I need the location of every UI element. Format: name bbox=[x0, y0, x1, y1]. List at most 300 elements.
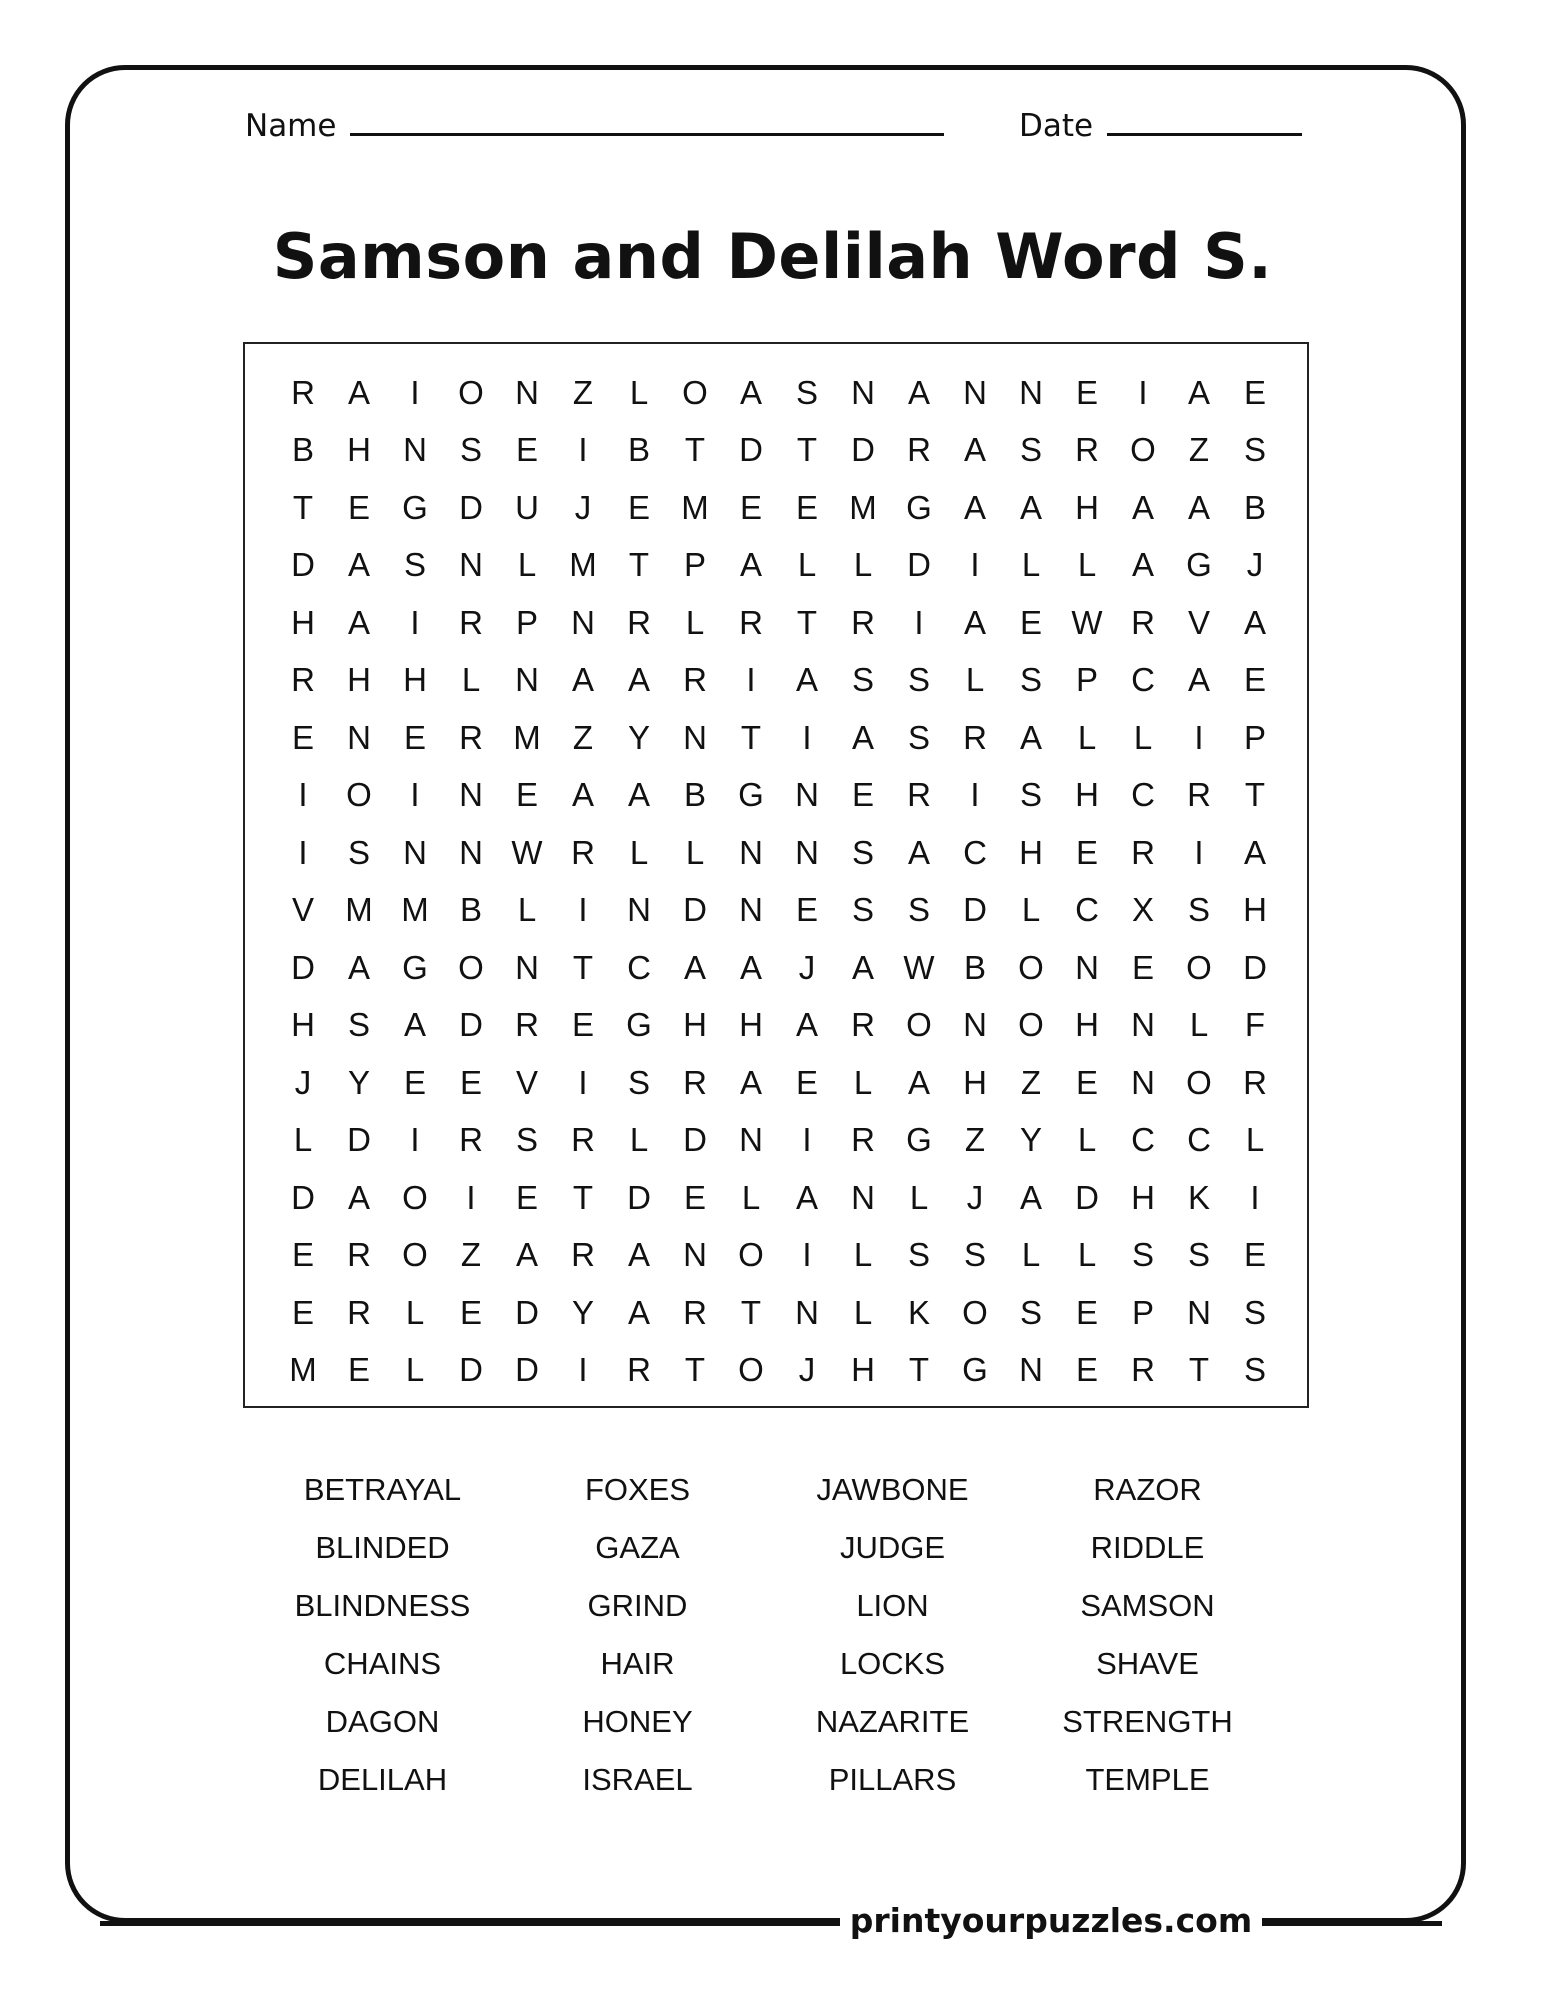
grid-cell[interactable]: K bbox=[907, 1293, 930, 1331]
grid-cell[interactable]: D bbox=[683, 1121, 707, 1159]
grid-cell[interactable]: E bbox=[291, 1293, 314, 1331]
grid-cell[interactable]: A bbox=[1019, 1178, 1042, 1216]
grid-cell[interactable]: R bbox=[571, 1121, 595, 1159]
grid-cell[interactable]: L bbox=[1245, 1121, 1265, 1159]
grid-cell[interactable]: A bbox=[347, 373, 370, 411]
grid-cell[interactable]: J bbox=[798, 948, 816, 986]
grid-cell[interactable]: D bbox=[1075, 1178, 1099, 1216]
grid-cell[interactable]: L bbox=[1021, 891, 1041, 929]
grid-cell[interactable]: N bbox=[739, 1121, 763, 1159]
grid-cell[interactable]: L bbox=[853, 546, 873, 584]
grid-cell[interactable]: H bbox=[1075, 776, 1099, 814]
grid-cell[interactable]: N bbox=[347, 718, 371, 756]
grid-cell[interactable]: M bbox=[849, 488, 877, 526]
grid-cell[interactable]: G bbox=[906, 1121, 932, 1159]
grid-cell[interactable]: F bbox=[1244, 1006, 1266, 1044]
grid-cell[interactable]: L bbox=[853, 1293, 873, 1331]
grid-cell[interactable]: A bbox=[1187, 488, 1210, 526]
grid-cell[interactable]: I bbox=[578, 891, 588, 929]
grid-cell[interactable]: I bbox=[1138, 373, 1148, 411]
grid-cell[interactable]: T bbox=[1188, 1351, 1210, 1389]
grid-cell[interactable]: R bbox=[683, 1063, 707, 1101]
grid-cell[interactable]: A bbox=[1187, 661, 1210, 699]
grid-cell[interactable]: R bbox=[291, 661, 315, 699]
grid-cell[interactable]: E bbox=[1075, 1063, 1098, 1101]
grid-cell[interactable]: A bbox=[1131, 546, 1154, 584]
grid-cell[interactable]: N bbox=[1131, 1063, 1155, 1101]
grid-cell[interactable]: M bbox=[401, 891, 429, 929]
grid-cell[interactable]: E bbox=[851, 776, 874, 814]
grid-cell[interactable]: D bbox=[459, 1006, 483, 1044]
grid-cell[interactable]: D bbox=[627, 1178, 651, 1216]
grid-cell[interactable]: O bbox=[458, 373, 484, 411]
grid-cell[interactable]: H bbox=[739, 1006, 763, 1044]
grid-cell[interactable]: I bbox=[802, 1121, 812, 1159]
grid-cell[interactable]: P bbox=[1075, 661, 1098, 699]
grid-cell[interactable]: A bbox=[907, 833, 930, 871]
grid-cell[interactable]: A bbox=[1187, 373, 1210, 411]
grid-cell[interactable]: R bbox=[907, 431, 931, 469]
grid-cell[interactable]: E bbox=[347, 1351, 370, 1389]
grid-cell[interactable]: L bbox=[853, 1236, 873, 1274]
grid-cell[interactable]: S bbox=[1131, 1236, 1154, 1274]
grid-cell[interactable]: B bbox=[459, 891, 482, 929]
grid-cell[interactable]: J bbox=[574, 488, 592, 526]
grid-cell[interactable]: H bbox=[291, 1006, 315, 1044]
grid-cell[interactable]: O bbox=[1018, 948, 1044, 986]
grid-cell[interactable]: R bbox=[907, 776, 931, 814]
grid-cell[interactable]: N bbox=[571, 603, 595, 641]
grid-cell[interactable]: O bbox=[458, 948, 484, 986]
grid-cell[interactable]: I bbox=[410, 1121, 420, 1159]
grid-cell[interactable]: N bbox=[1019, 373, 1043, 411]
grid-cell[interactable]: I bbox=[802, 718, 812, 756]
grid-cell[interactable]: S bbox=[907, 891, 930, 929]
grid-cell[interactable]: S bbox=[627, 1063, 650, 1101]
grid-cell[interactable]: N bbox=[795, 833, 819, 871]
grid-cell[interactable]: D bbox=[739, 431, 763, 469]
grid-cell[interactable]: N bbox=[1075, 948, 1099, 986]
grid-cell[interactable]: A bbox=[403, 1006, 426, 1044]
grid-cell[interactable]: S bbox=[1187, 1236, 1210, 1274]
grid-cell[interactable]: N bbox=[459, 776, 483, 814]
grid-cell[interactable]: G bbox=[626, 1006, 652, 1044]
grid-cell[interactable]: E bbox=[459, 1293, 482, 1331]
grid-cell[interactable]: E bbox=[515, 1178, 538, 1216]
grid-cell[interactable]: Z bbox=[460, 1236, 482, 1274]
grid-cell[interactable]: G bbox=[962, 1351, 988, 1389]
grid-cell[interactable]: E bbox=[347, 488, 370, 526]
grid-cell[interactable]: B bbox=[1243, 488, 1266, 526]
grid-cell[interactable]: S bbox=[851, 891, 874, 929]
grid-cell[interactable]: O bbox=[906, 1006, 932, 1044]
grid-cell[interactable]: A bbox=[627, 1293, 650, 1331]
grid-cell[interactable]: T bbox=[740, 718, 762, 756]
grid-cell[interactable]: R bbox=[1131, 833, 1155, 871]
grid-cell[interactable]: Y bbox=[627, 718, 650, 756]
grid-cell[interactable]: R bbox=[963, 718, 987, 756]
grid-cell[interactable]: R bbox=[851, 1121, 875, 1159]
grid-cell[interactable]: D bbox=[347, 1121, 371, 1159]
grid-cell[interactable]: U bbox=[515, 488, 539, 526]
grid-cell[interactable]: G bbox=[738, 776, 764, 814]
grid-cell[interactable]: E bbox=[1243, 661, 1266, 699]
grid-cell[interactable]: R bbox=[459, 718, 483, 756]
grid-cell[interactable]: R bbox=[1243, 1063, 1267, 1101]
grid-cell[interactable]: R bbox=[851, 603, 875, 641]
grid-cell[interactable]: S bbox=[851, 833, 874, 871]
grid-cell[interactable]: L bbox=[1077, 718, 1097, 756]
grid-cell[interactable]: A bbox=[1131, 488, 1154, 526]
grid-cell[interactable]: S bbox=[347, 1006, 370, 1044]
grid-cell[interactable]: G bbox=[402, 948, 428, 986]
grid-cell[interactable]: D bbox=[291, 948, 315, 986]
grid-cell[interactable]: H bbox=[1075, 488, 1099, 526]
grid-cell[interactable]: I bbox=[970, 776, 980, 814]
grid-cell[interactable]: L bbox=[629, 833, 649, 871]
grid-cell[interactable]: P bbox=[683, 546, 706, 584]
grid-cell[interactable]: R bbox=[347, 1293, 371, 1331]
grid-cell[interactable]: A bbox=[795, 661, 818, 699]
grid-cell[interactable]: S bbox=[907, 1236, 930, 1274]
grid-cell[interactable]: R bbox=[459, 1121, 483, 1159]
grid-cell[interactable]: Z bbox=[572, 373, 594, 411]
grid-cell[interactable]: A bbox=[571, 661, 594, 699]
grid-cell[interactable]: S bbox=[1019, 776, 1042, 814]
grid-cell[interactable]: L bbox=[517, 546, 537, 584]
grid-cell[interactable]: N bbox=[515, 948, 539, 986]
grid-cell[interactable]: I bbox=[1194, 718, 1204, 756]
grid-cell[interactable]: S bbox=[459, 431, 482, 469]
grid-cell[interactable]: L bbox=[1021, 1236, 1041, 1274]
grid-cell[interactable]: L bbox=[1133, 718, 1153, 756]
grid-cell[interactable]: M bbox=[681, 488, 709, 526]
grid-cell[interactable]: N bbox=[963, 373, 987, 411]
grid-cell[interactable]: S bbox=[403, 546, 426, 584]
grid-cell[interactable]: D bbox=[1243, 948, 1267, 986]
grid-cell[interactable]: E bbox=[515, 776, 538, 814]
grid-cell[interactable]: R bbox=[459, 603, 483, 641]
grid-cell[interactable]: W bbox=[1071, 603, 1103, 641]
grid-cell[interactable]: D bbox=[515, 1351, 539, 1389]
grid-cell[interactable]: Y bbox=[1019, 1121, 1042, 1159]
grid-cell[interactable]: E bbox=[291, 718, 314, 756]
grid-cell[interactable]: E bbox=[459, 1063, 482, 1101]
grid-cell[interactable]: A bbox=[627, 1236, 650, 1274]
grid-cell[interactable]: L bbox=[629, 373, 649, 411]
grid-cell[interactable]: S bbox=[347, 833, 370, 871]
grid-cell[interactable]: E bbox=[683, 1178, 706, 1216]
grid-cell[interactable]: T bbox=[684, 431, 706, 469]
grid-cell[interactable]: S bbox=[795, 373, 818, 411]
grid-cell[interactable]: A bbox=[851, 948, 874, 986]
grid-cell[interactable]: O bbox=[1186, 1063, 1212, 1101]
grid-cell[interactable]: Z bbox=[964, 1121, 986, 1159]
grid-cell[interactable]: C bbox=[1075, 891, 1099, 929]
grid-cell[interactable]: N bbox=[683, 718, 707, 756]
grid-cell[interactable]: D bbox=[683, 891, 707, 929]
grid-cell[interactable]: M bbox=[569, 546, 597, 584]
grid-cell[interactable]: X bbox=[1131, 891, 1154, 929]
grid-cell[interactable]: M bbox=[513, 718, 541, 756]
grid-cell[interactable]: A bbox=[1019, 488, 1042, 526]
grid-cell[interactable]: T bbox=[908, 1351, 930, 1389]
grid-cell[interactable]: A bbox=[627, 776, 650, 814]
grid-cell[interactable]: E bbox=[795, 488, 818, 526]
grid-cell[interactable]: M bbox=[345, 891, 373, 929]
grid-cell[interactable]: N bbox=[1187, 1293, 1211, 1331]
grid-cell[interactable]: L bbox=[1021, 546, 1041, 584]
grid-cell[interactable]: R bbox=[1131, 603, 1155, 641]
grid-cell[interactable]: A bbox=[347, 1178, 370, 1216]
grid-cell[interactable]: A bbox=[571, 776, 594, 814]
grid-cell[interactable]: S bbox=[1243, 1293, 1266, 1331]
grid-cell[interactable]: A bbox=[1243, 603, 1266, 641]
grid-cell[interactable]: P bbox=[515, 603, 538, 641]
grid-cell[interactable]: C bbox=[1131, 776, 1155, 814]
grid-cell[interactable]: O bbox=[402, 1178, 428, 1216]
grid-cell[interactable]: E bbox=[1075, 833, 1098, 871]
grid-cell[interactable]: A bbox=[739, 1063, 762, 1101]
grid-cell[interactable]: A bbox=[739, 373, 762, 411]
grid-cell[interactable]: I bbox=[1250, 1178, 1260, 1216]
grid-cell[interactable]: Z bbox=[572, 718, 594, 756]
grid-cell[interactable]: O bbox=[738, 1236, 764, 1274]
grid-cell[interactable]: D bbox=[459, 488, 483, 526]
grid-cell[interactable]: R bbox=[347, 1236, 371, 1274]
grid-cell[interactable]: S bbox=[515, 1121, 538, 1159]
grid-cell[interactable]: B bbox=[683, 776, 706, 814]
grid-cell[interactable]: S bbox=[851, 661, 874, 699]
grid-cell[interactable]: B bbox=[963, 948, 986, 986]
grid-cell[interactable]: W bbox=[903, 948, 935, 986]
grid-cell[interactable]: V bbox=[291, 891, 314, 929]
grid-cell[interactable]: I bbox=[410, 776, 420, 814]
grid-cell[interactable]: H bbox=[403, 661, 427, 699]
grid-cell[interactable]: R bbox=[739, 603, 763, 641]
grid-cell[interactable]: S bbox=[1019, 431, 1042, 469]
grid-cell[interactable]: D bbox=[291, 546, 315, 584]
grid-cell[interactable]: A bbox=[963, 488, 986, 526]
grid-cell[interactable]: G bbox=[1186, 546, 1212, 584]
grid-cell[interactable]: J bbox=[1246, 546, 1264, 584]
grid-cell[interactable]: T bbox=[572, 948, 594, 986]
grid-cell[interactable]: L bbox=[741, 1178, 761, 1216]
grid-cell[interactable]: N bbox=[851, 373, 875, 411]
grid-cell[interactable]: R bbox=[627, 1351, 651, 1389]
grid-cell[interactable]: A bbox=[851, 718, 874, 756]
grid-cell[interactable]: N bbox=[683, 1236, 707, 1274]
grid-cell[interactable]: N bbox=[795, 776, 819, 814]
grid-cell[interactable]: S bbox=[907, 718, 930, 756]
grid-cell[interactable]: L bbox=[1189, 1006, 1209, 1044]
grid-cell[interactable]: Z bbox=[1188, 431, 1210, 469]
grid-cell[interactable]: A bbox=[907, 373, 930, 411]
grid-cell[interactable]: E bbox=[403, 1063, 426, 1101]
grid-cell[interactable]: A bbox=[1019, 718, 1042, 756]
grid-cell[interactable]: E bbox=[795, 891, 818, 929]
grid-cell[interactable]: L bbox=[629, 1121, 649, 1159]
grid-cell[interactable]: B bbox=[291, 431, 314, 469]
grid-cell[interactable]: R bbox=[1131, 1351, 1155, 1389]
grid-cell[interactable]: R bbox=[683, 1293, 707, 1331]
grid-cell[interactable]: I bbox=[970, 546, 980, 584]
grid-cell[interactable]: H bbox=[1019, 833, 1043, 871]
grid-cell[interactable]: J bbox=[798, 1351, 816, 1389]
grid-cell[interactable]: C bbox=[963, 833, 987, 871]
grid-cell[interactable]: H bbox=[851, 1351, 875, 1389]
grid-cell[interactable]: I bbox=[1194, 833, 1204, 871]
grid-cell[interactable]: L bbox=[517, 891, 537, 929]
grid-cell[interactable]: I bbox=[298, 776, 308, 814]
grid-cell[interactable]: O bbox=[1018, 1006, 1044, 1044]
grid-cell[interactable]: N bbox=[739, 833, 763, 871]
grid-cell[interactable]: E bbox=[795, 1063, 818, 1101]
grid-cell[interactable]: A bbox=[347, 546, 370, 584]
grid-cell[interactable]: E bbox=[739, 488, 762, 526]
grid-cell[interactable]: N bbox=[459, 546, 483, 584]
grid-cell[interactable]: E bbox=[1243, 373, 1266, 411]
grid-cell[interactable]: Y bbox=[347, 1063, 370, 1101]
grid-cell[interactable]: G bbox=[402, 488, 428, 526]
grid-cell[interactable]: N bbox=[403, 833, 427, 871]
grid-cell[interactable]: A bbox=[347, 603, 370, 641]
grid-cell[interactable]: E bbox=[403, 718, 426, 756]
grid-cell[interactable]: L bbox=[965, 661, 985, 699]
grid-cell[interactable]: O bbox=[1186, 948, 1212, 986]
grid-cell[interactable]: R bbox=[627, 603, 651, 641]
grid-cell[interactable]: B bbox=[627, 431, 650, 469]
grid-cell[interactable]: N bbox=[1131, 1006, 1155, 1044]
grid-cell[interactable]: S bbox=[907, 661, 930, 699]
grid-cell[interactable]: J bbox=[294, 1063, 312, 1101]
grid-cell[interactable]: H bbox=[1243, 891, 1267, 929]
grid-cell[interactable]: A bbox=[739, 948, 762, 986]
grid-cell[interactable]: M bbox=[289, 1351, 317, 1389]
grid-cell[interactable]: A bbox=[683, 948, 706, 986]
grid-cell[interactable]: E bbox=[1075, 1351, 1098, 1389]
grid-cell[interactable]: L bbox=[797, 546, 817, 584]
grid-cell[interactable]: T bbox=[796, 603, 818, 641]
grid-cell[interactable]: O bbox=[962, 1293, 988, 1331]
grid-cell[interactable]: V bbox=[515, 1063, 538, 1101]
grid-cell[interactable]: I bbox=[578, 1063, 588, 1101]
grid-cell[interactable]: L bbox=[685, 833, 705, 871]
grid-cell[interactable]: Z bbox=[1020, 1063, 1042, 1101]
grid-cell[interactable]: R bbox=[1187, 776, 1211, 814]
grid-cell[interactable]: D bbox=[291, 1178, 315, 1216]
grid-cell[interactable]: R bbox=[291, 373, 315, 411]
grid-cell[interactable]: S bbox=[1243, 431, 1266, 469]
grid-cell[interactable]: N bbox=[403, 431, 427, 469]
grid-cell[interactable]: C bbox=[1187, 1121, 1211, 1159]
grid-cell[interactable]: E bbox=[291, 1236, 314, 1274]
grid-cell[interactable]: C bbox=[1131, 1121, 1155, 1159]
grid-cell[interactable]: L bbox=[1077, 546, 1097, 584]
grid-cell[interactable]: A bbox=[795, 1178, 818, 1216]
grid-cell[interactable]: H bbox=[1075, 1006, 1099, 1044]
grid-cell[interactable]: N bbox=[515, 661, 539, 699]
grid-cell[interactable]: A bbox=[795, 1006, 818, 1044]
grid-cell[interactable]: A bbox=[739, 546, 762, 584]
grid-cell[interactable]: E bbox=[1075, 373, 1098, 411]
grid-cell[interactable]: D bbox=[515, 1293, 539, 1331]
grid-cell[interactable]: C bbox=[627, 948, 651, 986]
grid-cell[interactable]: T bbox=[292, 488, 314, 526]
grid-cell[interactable]: D bbox=[851, 431, 875, 469]
grid-cell[interactable]: J bbox=[966, 1178, 984, 1216]
grid-cell[interactable]: H bbox=[683, 1006, 707, 1044]
grid-cell[interactable]: I bbox=[802, 1236, 812, 1274]
date-blank-line[interactable] bbox=[1107, 132, 1302, 136]
grid-cell[interactable]: H bbox=[347, 431, 371, 469]
grid-cell[interactable]: H bbox=[347, 661, 371, 699]
grid-cell[interactable]: T bbox=[628, 546, 650, 584]
grid-cell[interactable]: L bbox=[685, 603, 705, 641]
grid-cell[interactable]: L bbox=[405, 1351, 425, 1389]
grid-cell[interactable]: R bbox=[683, 661, 707, 699]
grid-cell[interactable]: I bbox=[578, 431, 588, 469]
grid-cell[interactable]: S bbox=[963, 1236, 986, 1274]
grid-cell[interactable]: I bbox=[914, 603, 924, 641]
grid-cell[interactable]: R bbox=[1075, 431, 1099, 469]
grid-cell[interactable]: E bbox=[515, 431, 538, 469]
grid-cell[interactable]: Y bbox=[571, 1293, 594, 1331]
grid-cell[interactable]: R bbox=[851, 1006, 875, 1044]
grid-cell[interactable]: E bbox=[571, 1006, 594, 1044]
grid-cell[interactable]: N bbox=[1019, 1351, 1043, 1389]
grid-cell[interactable]: A bbox=[907, 1063, 930, 1101]
grid-cell[interactable]: G bbox=[906, 488, 932, 526]
grid-cell[interactable]: S bbox=[1019, 661, 1042, 699]
grid-cell[interactable]: E bbox=[627, 488, 650, 526]
grid-cell[interactable]: I bbox=[746, 661, 756, 699]
grid-cell[interactable]: E bbox=[1131, 948, 1154, 986]
grid-cell[interactable]: O bbox=[738, 1351, 764, 1389]
name-blank-line[interactable] bbox=[350, 132, 944, 136]
grid-cell[interactable]: T bbox=[572, 1178, 594, 1216]
grid-cell[interactable]: R bbox=[515, 1006, 539, 1044]
grid-cell[interactable]: D bbox=[459, 1351, 483, 1389]
grid-cell[interactable]: L bbox=[1077, 1121, 1097, 1159]
grid-cell[interactable]: V bbox=[1187, 603, 1210, 641]
grid-cell[interactable]: S bbox=[1187, 891, 1210, 929]
grid-cell[interactable]: A bbox=[963, 431, 986, 469]
grid-cell[interactable]: O bbox=[402, 1236, 428, 1274]
grid-cell[interactable]: A bbox=[963, 603, 986, 641]
grid-cell[interactable]: N bbox=[459, 833, 483, 871]
grid-cell[interactable]: E bbox=[1075, 1293, 1098, 1331]
grid-cell[interactable]: K bbox=[1187, 1178, 1210, 1216]
grid-cell[interactable]: L bbox=[1077, 1236, 1097, 1274]
grid-cell[interactable]: T bbox=[740, 1293, 762, 1331]
grid-cell[interactable]: N bbox=[851, 1178, 875, 1216]
grid-cell[interactable]: S bbox=[1019, 1293, 1042, 1331]
grid-cell[interactable]: A bbox=[347, 948, 370, 986]
grid-cell[interactable]: C bbox=[1131, 661, 1155, 699]
grid-cell[interactable]: T bbox=[796, 431, 818, 469]
grid-cell[interactable]: T bbox=[684, 1351, 706, 1389]
grid-cell[interactable]: S bbox=[1243, 1351, 1266, 1389]
grid-cell[interactable]: L bbox=[909, 1178, 929, 1216]
grid-cell[interactable]: T bbox=[1244, 776, 1266, 814]
grid-cell[interactable]: O bbox=[1130, 431, 1156, 469]
grid-cell[interactable]: N bbox=[795, 1293, 819, 1331]
grid-cell[interactable]: I bbox=[410, 373, 420, 411]
grid-cell[interactable]: E bbox=[1019, 603, 1042, 641]
grid-cell[interactable]: L bbox=[293, 1121, 313, 1159]
grid-cell[interactable]: L bbox=[461, 661, 481, 699]
